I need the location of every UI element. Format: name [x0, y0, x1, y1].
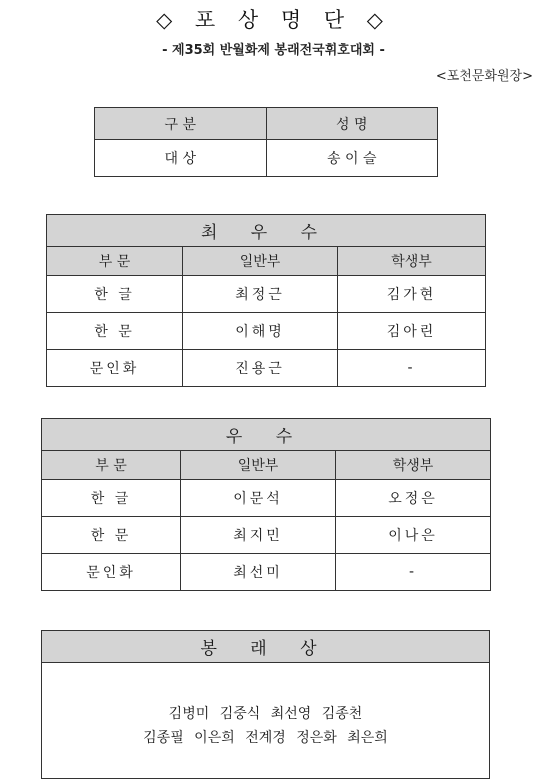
grand-prize-table [94, 107, 438, 177]
table-row [42, 554, 491, 591]
cell-division: 한 글 [42, 480, 181, 517]
cell-winner: 송 이 슬 [266, 140, 438, 177]
table-row [47, 276, 486, 313]
header-general: 일반부 [183, 247, 338, 276]
header-general: 일반부 [181, 451, 336, 480]
cell-general: 최선미 [181, 554, 336, 591]
table-row [47, 313, 486, 350]
cell-student: 김가현 [338, 276, 486, 313]
document-title: ◇ 포 상 명 단 ◇ [156, 8, 391, 32]
table-header-row [47, 247, 486, 276]
document-subtitle: - 제35회 반월화제 봉래전국휘호대회 - [162, 43, 385, 58]
table-row [42, 480, 491, 517]
cell-student: - [338, 350, 486, 387]
header-category: 구 분 [95, 108, 267, 140]
bongrae-winners [42, 663, 490, 779]
cell-student: 오정은 [336, 480, 491, 517]
excellence-prize-table [41, 418, 491, 591]
header-name: 성 명 [266, 108, 438, 140]
bongrae-prize-table [41, 630, 490, 779]
best-prize-table [46, 214, 486, 387]
excellence-prize-banner: 우 수 [42, 419, 491, 451]
bongrae-prize-banner: 봉 래 상 [42, 631, 490, 663]
table-header-row [42, 451, 491, 480]
best-prize-banner: 최 우 수 [47, 215, 486, 247]
table-row [95, 140, 438, 177]
cell-student: - [336, 554, 491, 591]
header-division: 부 문 [42, 451, 181, 480]
presenter-label: <포천문화원장> [435, 69, 533, 84]
cell-general: 진용근 [183, 350, 338, 387]
cell-division: 문인화 [42, 554, 181, 591]
cell-division: 문인화 [47, 350, 183, 387]
header-student: 학생부 [338, 247, 486, 276]
winner-line: 김종필 이은희 전계경 정은화 최은희 [143, 729, 388, 746]
table-header-row [95, 108, 438, 140]
header-student: 학생부 [336, 451, 491, 480]
cell-general: 최정근 [183, 276, 338, 313]
cell-student: 김아린 [338, 313, 486, 350]
cell-division: 한 글 [47, 276, 183, 313]
cell-general: 이해명 [183, 313, 338, 350]
cell-division: 한 문 [42, 517, 181, 554]
cell-division: 한 문 [47, 313, 183, 350]
cell-category: 대 상 [95, 140, 267, 177]
header-division: 부 문 [47, 247, 183, 276]
table-row [42, 517, 491, 554]
cell-student: 이나은 [336, 517, 491, 554]
table-row [47, 350, 486, 387]
cell-general: 이문석 [181, 480, 336, 517]
winner-line: 김병미 김중식 최선영 김종천 [168, 705, 363, 722]
cell-general: 최지민 [181, 517, 336, 554]
